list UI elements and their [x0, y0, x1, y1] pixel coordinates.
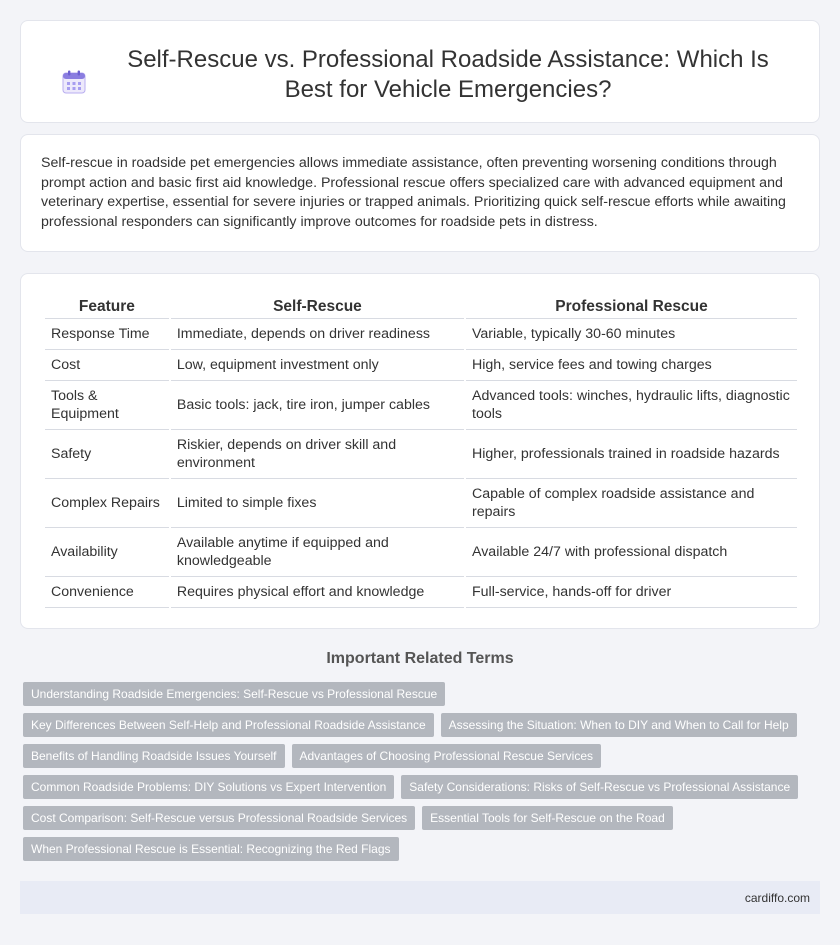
related-term-tag[interactable]: Understanding Roadside Emergencies: Self-Rescue vs Professional Rescue	[23, 682, 445, 706]
related-term-tag[interactable]: Cost Comparison: Self-Rescue versus Professional Roadside Services	[23, 806, 415, 830]
related-terms-list	[23, 682, 803, 861]
related-term-tag[interactable]: Advantages of Choosing Professional Rescue Services	[292, 744, 602, 768]
table-row	[45, 577, 797, 608]
row-self-rescue: Low, equipment investment only	[171, 350, 464, 381]
table-row	[45, 528, 797, 577]
related-term-tag[interactable]: Essential Tools for Self-Rescue on the Road	[422, 806, 673, 830]
related-term-tag[interactable]: Benefits of Handling Roadside Issues Yourself	[23, 744, 285, 768]
related-term-tag[interactable]: When Professional Rescue is Essential: Recognizing the Red Flags	[23, 837, 399, 861]
row-feature: Tools & Equipment	[45, 381, 169, 430]
row-professional: Full-service, hands-off for driver	[466, 577, 797, 608]
related-term-tag[interactable]: Safety Considerations: Risks of Self-Rescue vs Professional Assistance	[401, 775, 798, 799]
row-feature: Cost	[45, 350, 169, 381]
header-self-rescue: Self-Rescue	[171, 294, 464, 319]
row-self-rescue: Riskier, depends on driver skill and environment	[171, 430, 464, 479]
row-feature: Response Time	[45, 319, 169, 350]
comparison-table	[43, 294, 799, 608]
table-row	[45, 430, 797, 479]
comparison-table-card	[20, 273, 820, 629]
row-self-rescue: Available anytime if equipped and knowledgeable	[171, 528, 464, 577]
table-row	[45, 350, 797, 381]
row-self-rescue: Immediate, depends on driver readiness	[171, 319, 464, 350]
header-professional-rescue: Professional Rescue	[466, 294, 797, 319]
title-card	[20, 20, 820, 123]
intro-paragraph: Self-rescue in roadside pet emergencies allows immediate assistance, often preventing worsening conditions through prompt action and basic first aid knowledge. Professional rescue offers specialized care with advanced equipment and veterinary expertise, essential for severe injuries or trapped animals. Prioritizing quick self-rescue efforts while awaiting professional responders can significantly improve outcomes for roadside pets in distress.	[41, 155, 786, 230]
related-term-tag[interactable]: Common Roadside Problems: DIY Solutions vs Expert Intervention	[23, 775, 394, 799]
row-professional: Variable, typically 30-60 minutes	[466, 319, 797, 350]
header-feature: Feature	[45, 294, 169, 319]
row-self-rescue: Requires physical effort and knowledge	[171, 577, 464, 608]
related-term-tag[interactable]: Key Differences Between Self-Help and Professional Roadside Assistance	[23, 713, 434, 737]
intro-card	[20, 134, 820, 252]
row-professional: Available 24/7 with professional dispatch	[466, 528, 797, 577]
table-header-row	[45, 294, 797, 319]
footer-site-link[interactable]: cardiffo.com	[744, 891, 810, 905]
page-title: Self-Rescue vs. Professional Roadside Assistance: Which Is Best for Vehicle Emergencies?	[127, 46, 769, 103]
row-self-rescue: Basic tools: jack, tire iron, jumper cables	[171, 381, 464, 430]
related-term-tag[interactable]: Assessing the Situation: When to DIY and When to Call for Help	[441, 713, 797, 737]
row-feature: Complex Repairs	[45, 479, 169, 528]
row-professional: Advanced tools: winches, hydraulic lifts, diagnostic tools	[466, 381, 797, 430]
row-professional: Capable of complex roadside assistance and repairs	[466, 479, 797, 528]
table-row	[45, 381, 797, 430]
footer	[20, 881, 820, 914]
row-professional: High, service fees and towing charges	[466, 350, 797, 381]
row-feature: Convenience	[45, 577, 169, 608]
row-professional: Higher, professionals trained in roadside hazards	[466, 430, 797, 479]
related-terms-heading: Important Related Terms	[326, 650, 514, 667]
calendar-icon	[61, 69, 87, 95]
table-row	[45, 319, 797, 350]
row-feature: Availability	[45, 528, 169, 577]
row-self-rescue: Limited to simple fixes	[171, 479, 464, 528]
title-wrap	[21, 21, 819, 105]
row-feature: Safety	[45, 430, 169, 479]
table-row	[45, 479, 797, 528]
